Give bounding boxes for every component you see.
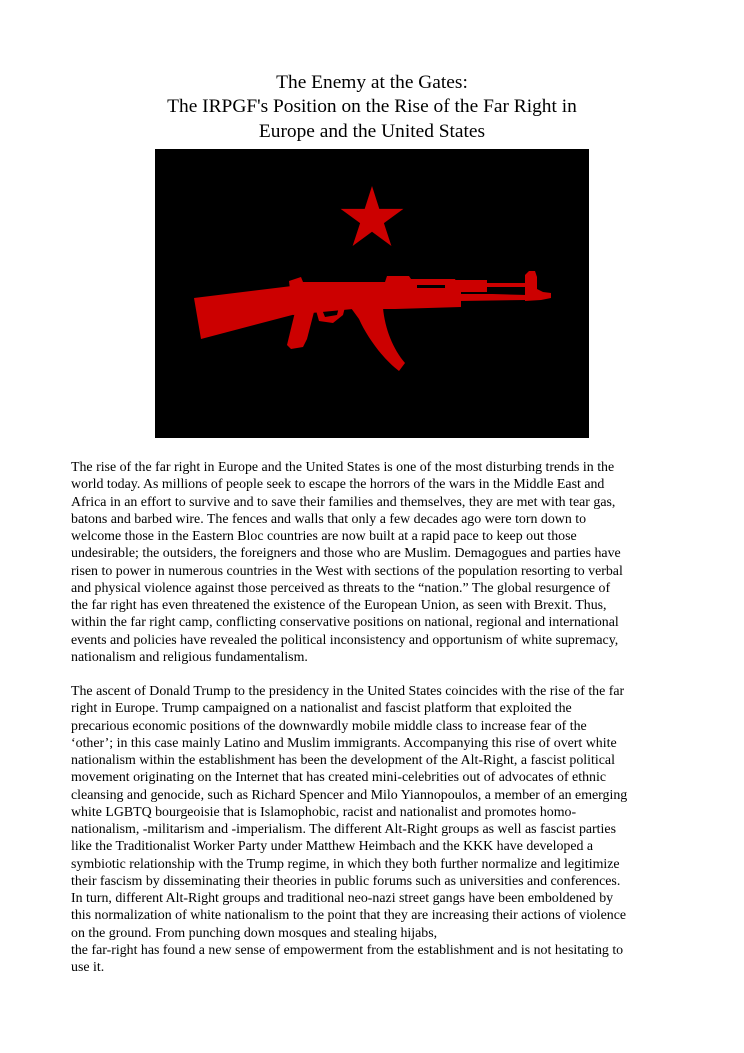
paragraph-line: their fascism by disseminating their theories in public forums such as universities and conferences. <box>71 873 621 889</box>
paragraph-line: undesirable; the outsiders, the foreigners and those who are Muslim. Demagogues and parties have <box>71 546 621 562</box>
paragraph-line: within the far right camp, conflicting conservative positions on national, regional and international <box>71 615 619 631</box>
paragraph-line: risen to power in numerous countries in the West with sections of the population resorting to verbal <box>71 563 623 579</box>
emblem-image <box>155 149 589 438</box>
paragraph-line: welcome those in the Eastern Bloc countries are now built at a rapid pace to keep out those <box>71 529 577 544</box>
title-line: The IRPGF's Position on the Rise of the Far Right in <box>167 96 577 118</box>
paragraph-line: Africa in an effort to survive and to save their families and themselves, they are met with tear gas, <box>71 494 616 510</box>
paragraph-line: this normalization of white nationalism to the point that they are increasing their actions of violence <box>71 908 627 924</box>
paragraph-line: The rise of the far right in Europe and the United States is one of the most disturbing trends in the <box>71 460 615 475</box>
paragraph-line: on the ground. From punching down mosques and stealing hijabs, <box>71 925 438 941</box>
paragraph-line: nationalism, -militarism and -imperialism. The different Alt-Right groups as well as fascist parties <box>71 822 616 837</box>
paragraph-line: precarious economic positions of the downwardly mobile middle class to increase fear of the <box>71 718 587 734</box>
paragraph-line: the far-right has found a new sense of empowerment from the establishment and is not hesitating to <box>71 942 624 958</box>
paragraph-line: like the Traditionalist Worker Party under Matthew Heimbach and the KKK have developed a <box>71 839 594 855</box>
paragraph-line: In turn, different Alt-Right groups and traditional neo-nazi street gangs have been emboldened by <box>71 891 614 906</box>
paragraph-line: and physical violence against those perceived as threats to the “nation.” The global resurgence of <box>71 580 611 596</box>
paragraph-line: The ascent of Donald Trump to the presidency in the United States coincides with the rise of the far <box>71 684 625 699</box>
emblem-graphic <box>155 149 589 438</box>
paragraph-line: nationalism and religious fundamentalism. <box>71 649 308 665</box>
title-line: Europe and the United States <box>258 120 486 142</box>
paragraph-line: right in Europe. Trump campaigned on a nationalist and fascist platform that exploited the <box>71 701 572 717</box>
paragraph-line: ‘other’; in this case mainly Latino and Muslim immigrants. Accompanying this rise of overt white <box>71 735 617 751</box>
body-paragraph <box>71 683 675 976</box>
paragraph-line: the far right has even threatened the existence of the European Union, as seen with Brexit. Thus, <box>71 598 607 613</box>
paragraph-line: batons and barbed wire. The fences and walls that only a few decades ago were torn down to <box>71 511 587 527</box>
document-title <box>72 71 672 144</box>
paragraph-line: use it. <box>71 960 105 975</box>
paragraph-line: nationalism within the establishment has been the development of the Alt-Right, a fascist political <box>71 753 615 768</box>
paragraph-line: events and policies have revealed the political inconsistency and opportunism of white supremacy, <box>71 632 619 648</box>
paragraph-line: cleansing and genocide, such as Richard Spencer and Milo Yiannopoulos, a member of an emerging <box>71 787 628 803</box>
title-line: The Enemy at the Gates: <box>276 72 468 93</box>
paragraph-line: movement originating on the Internet that has created mini-celebrities out of advocates of ethnic <box>71 770 606 786</box>
body-paragraph <box>71 459 675 666</box>
paragraph-line: symbiotic relationship with the Trump regime, in which they both further normalize and legitimize <box>71 856 620 872</box>
paragraph-line: world today. As millions of people seek to escape the horrors of the wars in the Middle East and <box>71 477 605 493</box>
paragraph-line: white LGBTQ bourgeoisie that is Islamophobic, racist and nationalist and promotes homo- <box>71 804 577 820</box>
